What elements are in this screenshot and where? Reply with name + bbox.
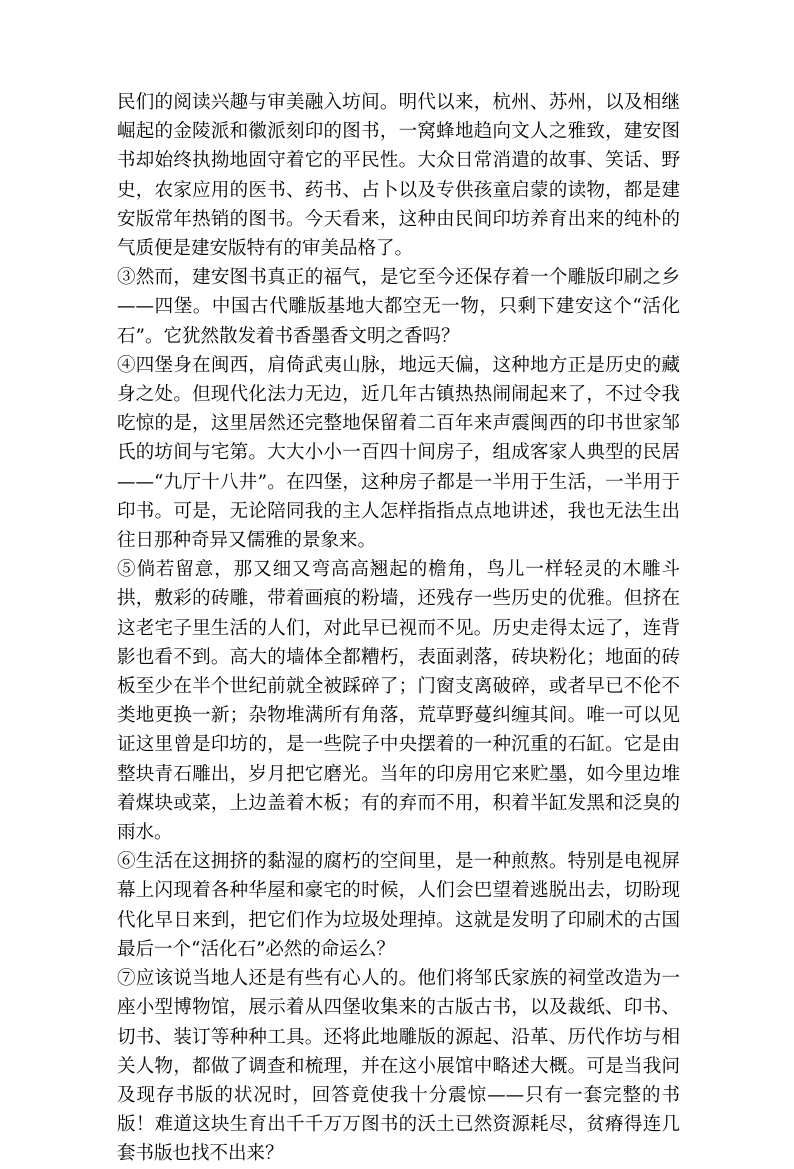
paragraph-continuation: 民们的阅读兴趣与审美融入坊间。明代以来，杭州、苏州，以及相继崛起的金陵派和徽派刻印的图书，一窝蜂地趋向文人之雅致，建安图书却始终执拗地固守着它的平民性。大众日常消遣的故事、笑话、野史，农家应用的医书、药书、占卜以及专供孩童启蒙的读物，都是建安版常年热销的图书。今天看来，这种由民间印坊养育出来的纯朴的气质便是建安版特有的审美品格了。 — [117, 92, 680, 260]
paragraph-3: ③然而，建安图书真正的福气，是它至今还保存着一个雕版印刷之乡——四堡。中国古代雕版基地大都空无一物，只剩下建安这个“活化石”。它犹然散发着书香墨香文明之香吗？ — [117, 267, 680, 347]
paragraph-6: ⑥生活在这拥挤的黏湿的腐朽的空间里，是一种煎熬。特别是电视屏幕上闪现着各种华屋和豪宅的时候，人们会巴望着逃脱出去，切盼现代化早日来到，把它们作为垃圾处理掉。这就是发明了印刷术的古国最后一个“活化石”必然的命运么？ — [117, 851, 680, 960]
document-body — [117, 88, 680, 1169]
paragraph-4: ④四堡身在闽西，肩倚武夷山脉，地远天偏，这种地方正是历史的藏身之处。但现代化法力无边，近几年古镇热热闹闹起来了，不过令我吃惊的是，这里居然还完整地保留着二百年来声震闽西的印书世家邹氏的坊间与宅第。大大小小一百四十间房子，组成客家人典型的民居——“九厅十八井”。在四堡，这种房子都是一半用于生活，一半用于印书。可是，无论陪同我的主人怎样指指点点地讲述，我也无法生出往日那种奇异又儒雅的景象来。 — [117, 354, 680, 552]
paragraph-5: ⑤倘若留意，那又细又弯高高翘起的檐角，鸟儿一样轻灵的木雕斗拱，敷彩的砖雕，带着画痕的粉墙，还残存一些历史的优雅。但挤在这老宅子里生活的人们，对此早已视而不见。历史走得太远了，连背影也看不到。高大的墙体全都糟朽，表面剥落，砖块粉化；地面的砖板至少在半个世纪前就全被踩碎了；门窗支离破碎，或者早已不伦不类地更换一新；杂物堆满所有角落，荒草野蔓纠缠其间。唯一可以见证这里曾是印坊的，是一些院子中央摆着的一种沉重的石缸。它是由整块青石雕出，岁月把它磨光。当年的印房用它来贮墨，如今里边堆着煤块或菜，上边盖着木板；有的弃而不用，积着半缸发黑和泛臭的雨水。 — [117, 559, 680, 844]
paragraph-7: ⑦应该说当地人还是有些有心人的。他们将邹氏家族的祠堂改造为一座小型博物馆，展示着从四堡收集来的古版古书，以及裁纸、印书、切书、装订等种种工具。还将此地雕版的源起、沿革、历代作坊与相关人物，都做了调查和梳理，并在这小展馆中略述大概。可是当我问及现存书版的状况时，回答竟使我十分震惊——只有一套完整的书版！难道这块生育出千千万万图书的沃土已然资源耗尽，贫瘠得连几套书版也找不出来？ — [117, 968, 680, 1165]
